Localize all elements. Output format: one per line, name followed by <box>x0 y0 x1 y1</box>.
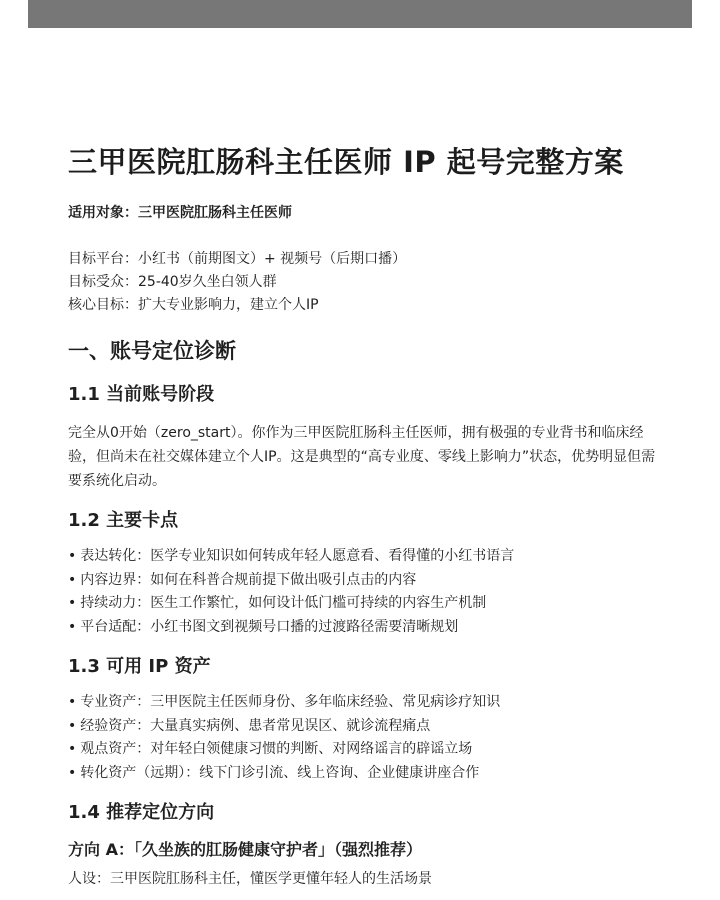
persona-line: 人设：三甲医院肛肠科主任，懂医学更懂年轻人的生活场景 <box>68 871 432 887</box>
assets-list <box>68 691 668 785</box>
subsection-heading-assets: 1.3 可用 IP 资产 <box>68 656 211 677</box>
viewer-top-bar <box>28 0 692 28</box>
list-item: • 经验资产：大量真实病例、患者常见误区、就诊流程痛点 <box>68 715 668 739</box>
list-item: • 内容边界：如何在科普合规前提下做出吸引点击的内容 <box>68 569 668 593</box>
blockers-list <box>68 545 668 639</box>
list-item: • 观点资产：对年轻白领健康习惯的判断、对网络谣言的辟谣立场 <box>68 738 668 762</box>
meta-platform: 目标平台：小红书（前期图文）+ 视频号（后期口播） <box>68 251 407 267</box>
direction-a-heading: 方向 A：「久坐族的肛肠健康守护者」（强烈推荐） <box>68 840 422 859</box>
audience-line: 适用对象：三甲医院肛肠科主任医师 <box>68 205 292 221</box>
meta-block <box>68 248 668 317</box>
section-heading-positioning: 一、账号定位诊断 <box>68 339 236 363</box>
list-item: • 专业资产：三甲医院主任医师身份、多年临床经验、常见病诊疗知识 <box>68 691 668 715</box>
list-item: • 持续动力：医生工作繁忙，如何设计低门槛可持续的内容生产机制 <box>68 592 668 616</box>
stage-paragraph: 完全从0开始（zero_start）。你作为三甲医院肛肠科主任医师，拥有极强的专业背书和临床经验，但尚未在社交媒体建立个人IP。这是典型的“高专业度、零线上影响力”状态，优势明显但需要系统化启动。 <box>68 425 656 489</box>
document-page <box>68 140 668 891</box>
list-item: • 平台适配：小红书图文到视频号口播的过渡路径需要清晰规划 <box>68 616 668 640</box>
subsection-heading-stage: 1.1 当前账号阶段 <box>68 384 215 405</box>
subsection-heading-blockers: 1.2 主要卡点 <box>68 510 179 531</box>
meta-goal: 核心目标：扩大专业影响力，建立个人IP <box>68 297 319 313</box>
list-item: • 转化资产（远期）：线下门诊引流、线上咨询、企业健康讲座合作 <box>68 762 668 786</box>
document-title: 三甲医院肛肠科主任医师 IP 起号完整方案 <box>68 145 624 179</box>
list-item: • 表达转化：医学专业知识如何转成年轻人愿意看、看得懂的小红书语言 <box>68 545 668 569</box>
subsection-heading-direction: 1.4 推荐定位方向 <box>68 802 215 823</box>
meta-audience: 目标受众：25-40岁久坐白领人群 <box>68 274 277 290</box>
